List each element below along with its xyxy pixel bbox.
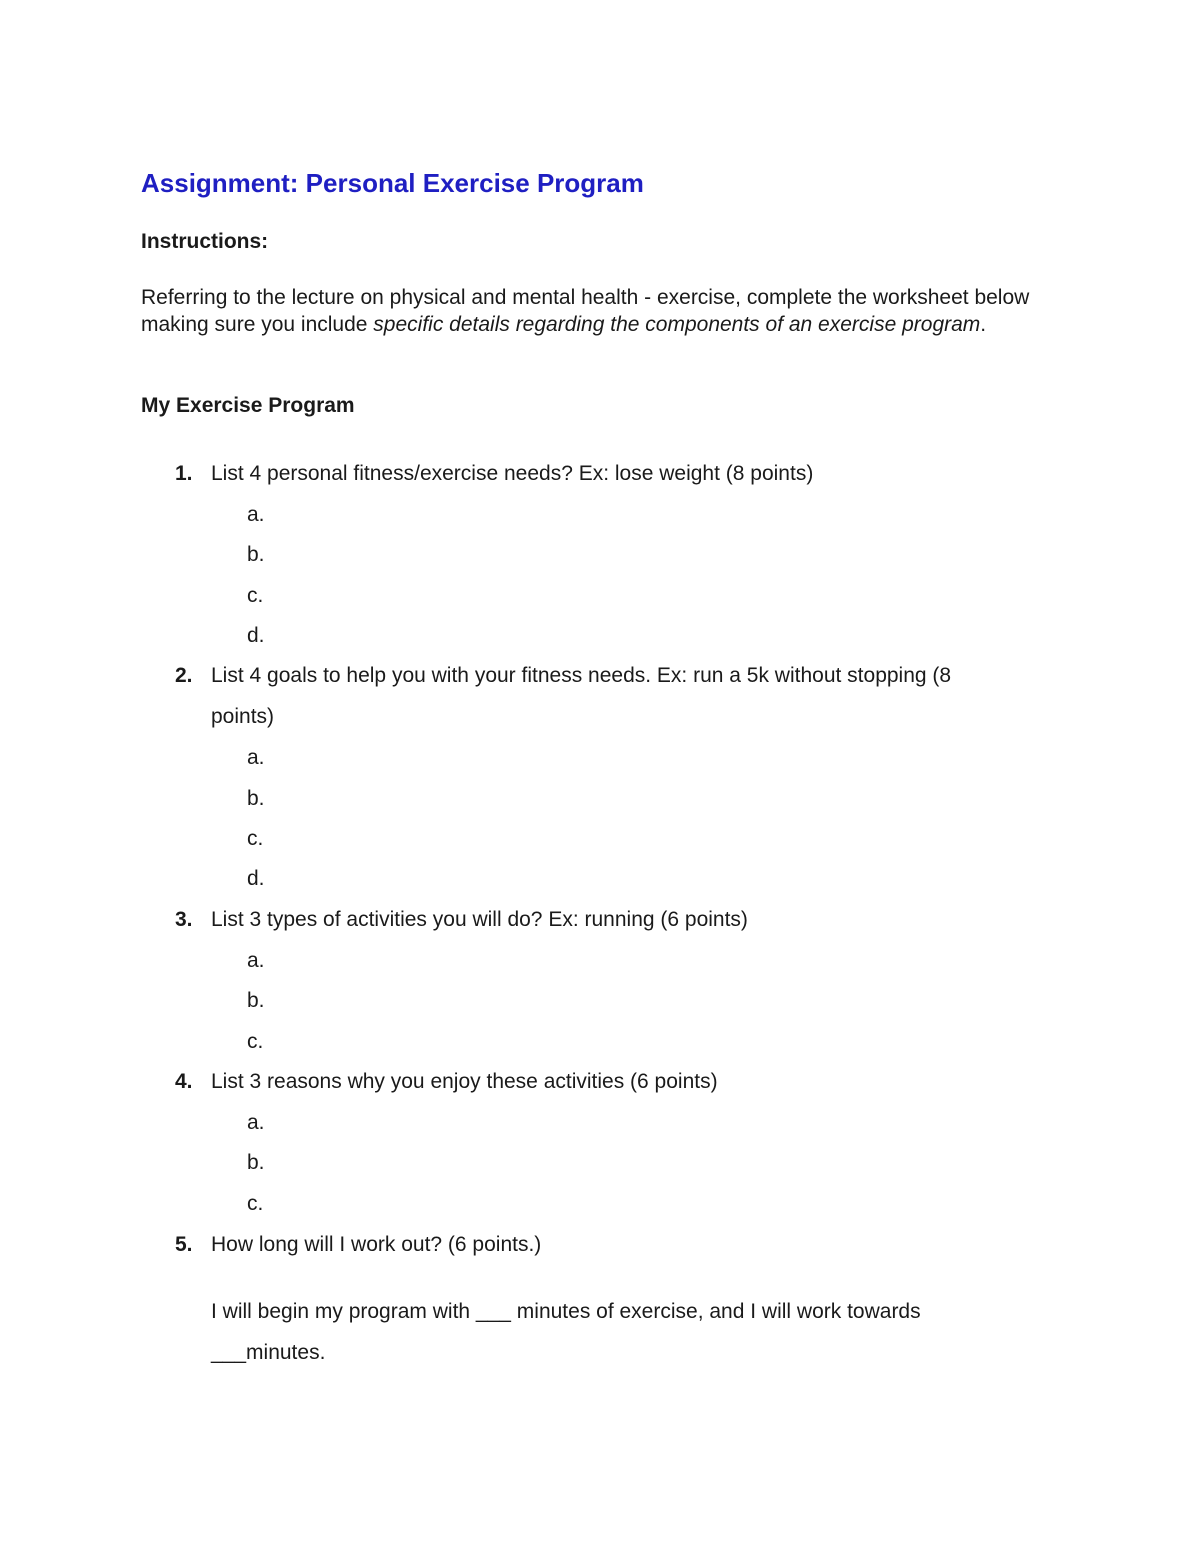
question-number: 3. — [175, 908, 193, 931]
question-number: 5. — [175, 1233, 193, 1256]
question-text: List 4 personal fitness/exercise needs? Ex: lose weight (8 points) — [211, 462, 814, 485]
question-text-continued: points) — [211, 705, 275, 728]
question-number: 4. — [175, 1070, 193, 1093]
list-item: b. — [247, 1151, 265, 1174]
question-text: List 3 reasons why you enjoy these activities (6 points) — [211, 1070, 718, 1093]
list-item: c. — [247, 1030, 264, 1053]
question-text: How long will I work out? (6 points.) — [211, 1233, 542, 1256]
list-item: d. — [247, 624, 265, 647]
instructions-text-emphasis: specific details regarding the components of an exercise program — [373, 313, 981, 336]
page-title: Assignment: Personal Exercise Program — [141, 168, 644, 198]
closing-line-2: ___minutes. — [211, 1341, 326, 1364]
list-item: c. — [247, 584, 264, 607]
list-item: c. — [247, 1192, 264, 1215]
list-item: c. — [247, 827, 264, 850]
instructions-text-part-1: Referring to the lecture on physical and mental health - exercise, complete the worksheet below making sure you include — [141, 286, 1030, 336]
list-item: d. — [247, 867, 265, 890]
list-item: b. — [247, 787, 265, 810]
list-item: a. — [247, 1111, 265, 1134]
question-number: 2. — [175, 664, 193, 687]
closing-line-1: I will begin my program with ___ minutes of exercise, and I will work towards — [211, 1300, 921, 1323]
list-item: a. — [247, 746, 265, 769]
program-heading: My Exercise Program — [141, 394, 355, 417]
list-item: b. — [247, 543, 265, 566]
list-item: a. — [247, 949, 265, 972]
instructions-text-part-2: . — [980, 313, 987, 336]
list-item: a. — [247, 503, 265, 526]
question-number: 1. — [175, 462, 193, 485]
list-item: b. — [247, 989, 265, 1012]
instructions-heading: Instructions: — [141, 230, 269, 253]
question-text: List 3 types of activities you will do? Ex: running (6 points) — [211, 908, 748, 931]
question-text: List 4 goals to help you with your fitness needs. Ex: run a 5k without stopping (8 — [211, 664, 952, 687]
instructions-paragraph — [141, 284, 1071, 338]
